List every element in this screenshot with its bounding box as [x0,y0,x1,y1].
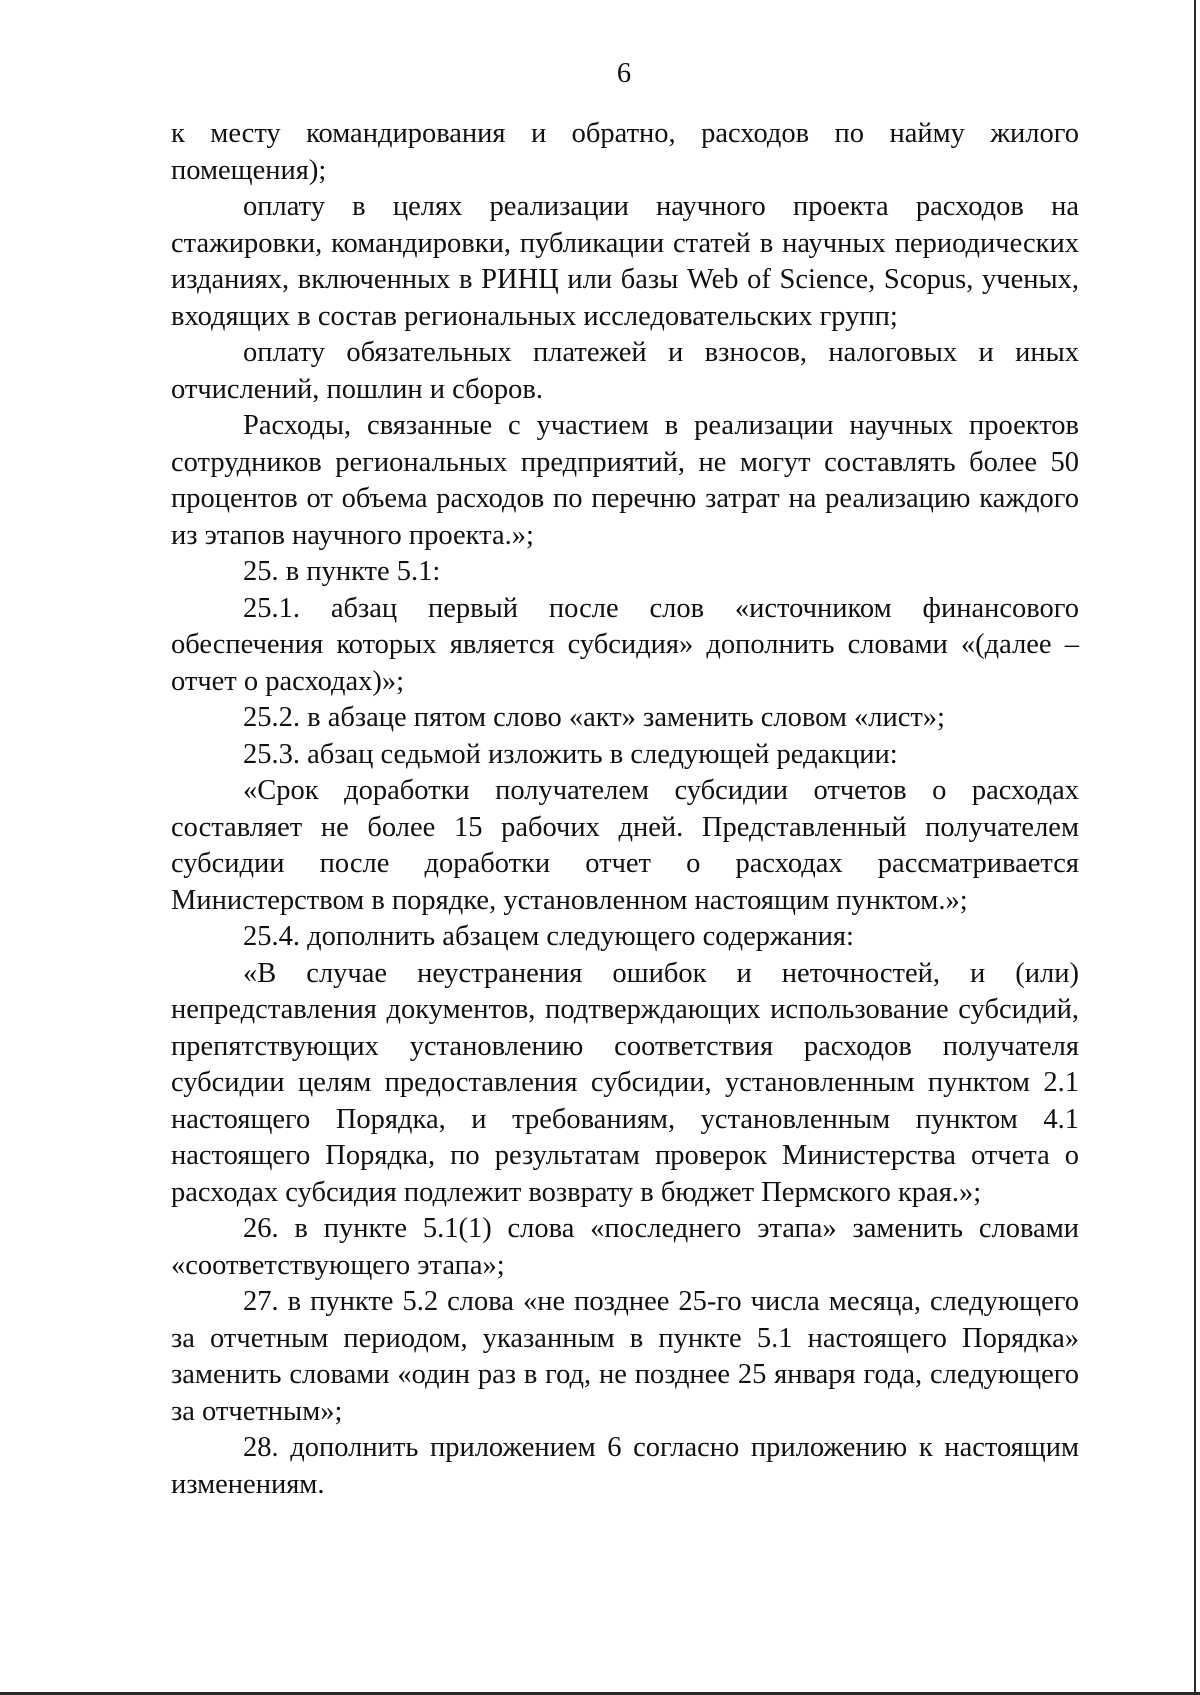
paragraph-continuation: к месту командирования и обратно, расходов по найму жилого помещения); [171,118,1079,186]
paragraph-revision-deadline: «Срок доработки получателем субсидии отчетов о расходах составляет не более 15 рабочих дней. Представленный получателем субсидии после доработки отчет о расходах рассматривается Министерством в порядке, установленном настоящим пунктом.»; [171,775,1079,916]
paragraph-item-26: 26. в пункте 5.1(1) слова «последнего этапа» заменить словами «соответствующего этапа»; [171,1213,1079,1281]
paragraph-internships-payment: оплату в целях реализации научного проекта расходов на стажировки, командировки, публикации статей в научных периодических изданиях, включенных в РИНЦ или базы Web of Science, Scopus, ученых, входящих в состав региональных исследовательских групп; [171,191,1079,332]
paragraph-item-25-3: 25.3. абзац седьмой изложить в следующей редакции: [243,738,898,770]
paragraph-item-25-1: 25.1. абзац первый после слов «источником финансового обеспечения которых является субсидия» дополнить словами «(далее – отчет о расходах)»; [171,592,1079,697]
paragraph-subsidy-return: «В случае неустранения ошибок и неточностей, и (или) непредставления документов, подтверждающих использование субсидий, препятствующих установлению соответствия расходов получателя субсидии целям предоставления субсидии, установленным пунктом 2.1 настоящего Порядка, и требованиям, установленным пунктом 4.1 настоящего Порядка, по результатам проверок Министерства отчета о расходах субсидия подлежит возврату в бюджет Пермского края.»; [171,957,1079,1208]
paragraph-item-25: 25. в пункте 5.1: [243,556,441,587]
paragraph-expenses-limit: Расходы, связанные с участием в реализации научных проектов сотрудников региональных предприятий, не могут составлять более 50 процентов от объема расходов по перечню затрат на реализацию каждого из этапов научного проекта.»; [171,410,1079,551]
page-number: 6 [616,58,632,89]
scan-edge-right [1194,0,1196,1695]
paragraph-mandatory-payments: оплату обязательных платежей и взносов, налоговых и иных отчислений, пошлин и сборов. [171,337,1079,405]
document-body [171,116,1079,1503]
paragraph-item-25-4: 25.4. дополнить абзацем следующего содержания: [243,921,854,952]
paragraph-item-27: 27. в пункте 5.2 слова «не позднее 25-го числа месяца, следующего за отчетным периодом, указанным в пункте 5.1 настоящего Порядка» заменить словами «один раз в год, не позднее 25 января года, следующего за отчетным»; [171,1286,1079,1427]
paragraph-item-28: 28. дополнить приложением 6 согласно приложению к настоящим изменениям. [171,1432,1079,1500]
paragraph-item-25-2: 25.2. в абзаце пятом слово «акт» заменить словом «лист»; [243,702,945,733]
